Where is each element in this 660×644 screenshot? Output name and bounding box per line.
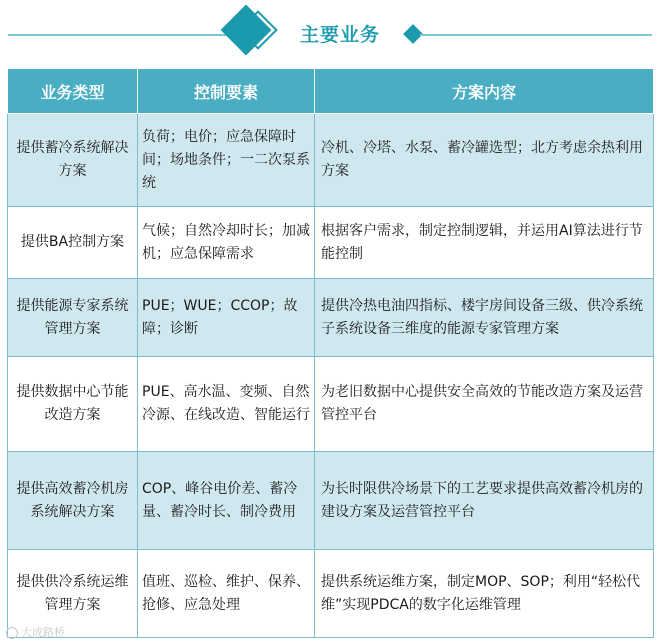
banner-rule-left xyxy=(8,34,248,36)
cell-solution-content: 冷机、冷塔、水泵、蓄冷罐选型；北方考虑余热利用方案 xyxy=(315,114,654,207)
header-business-type: 业务类型 xyxy=(8,69,138,114)
watermark-logo-icon xyxy=(6,627,18,639)
cell-business-type: 提供BA控制方案 xyxy=(8,207,138,279)
section-banner xyxy=(0,0,660,66)
cell-business-type: 提供蓄冷系统解决方案 xyxy=(8,114,138,207)
section-title: 主要业务 xyxy=(299,24,380,46)
cell-solution-content: 根据客户需求，制定控制逻辑，并运用AI算法进行节能控制 xyxy=(315,207,654,279)
watermark-text: 大成路桥 xyxy=(21,626,65,639)
cell-business-type: 提供能源专家系统管理方案 xyxy=(8,279,138,357)
watermark xyxy=(6,626,65,640)
cell-control-factors: PUE；WUE；CCOP；故障；诊断 xyxy=(138,279,315,357)
cell-business-type: 提供供冷系统运维管理方案 xyxy=(8,550,138,638)
cell-solution-content: 提供系统运维方案，制定MOP、SOP；利用“轻松代维”实现PDCA的数字化运维管理 xyxy=(315,550,654,638)
cell-control-factors: 负荷；电价；应急保障时间；场地条件；一二次泵系统 xyxy=(138,114,315,207)
table-row xyxy=(8,550,654,638)
cell-control-factors: PUE、高水温、变频、自然冷源、在线改造、智能运行 xyxy=(138,357,315,452)
cell-business-type: 提供数据中心节能改造方案 xyxy=(8,357,138,452)
header-solution-content: 方案内容 xyxy=(315,69,654,114)
header-control-factors: 控制要素 xyxy=(138,69,315,114)
table-row xyxy=(8,207,654,279)
cell-control-factors: COP、峰谷电价差、蓄冷量、蓄冷时长、制冷费用 xyxy=(138,452,315,550)
table-row xyxy=(8,357,654,452)
cell-solution-content: 为老旧数据中心提供安全高效的节能改造方案及运营管控平台 xyxy=(315,357,654,452)
table-row xyxy=(8,452,654,550)
banner-rule-right xyxy=(420,34,652,36)
cell-control-factors: 值班、巡检、维护、保养、抢修、应急处理 xyxy=(138,550,315,638)
cell-business-type: 提供高效蓄冷机房系统解决方案 xyxy=(8,452,138,550)
table-row xyxy=(8,114,654,207)
cell-solution-content: 提供冷热电油四指标、楼宇房间设备三级、供冷系统子系统设备三维度的能源专家管理方案 xyxy=(315,279,654,357)
table-header-row xyxy=(8,69,654,114)
business-table xyxy=(7,68,654,638)
cell-solution-content: 为长时限供冷场景下的工艺要求提供高效蓄冷机房的建设方案及运营管控平台 xyxy=(315,452,654,550)
cell-control-factors: 气候；自然冷却时长；加减机；应急保障需求 xyxy=(138,207,315,279)
table-row xyxy=(8,279,654,357)
